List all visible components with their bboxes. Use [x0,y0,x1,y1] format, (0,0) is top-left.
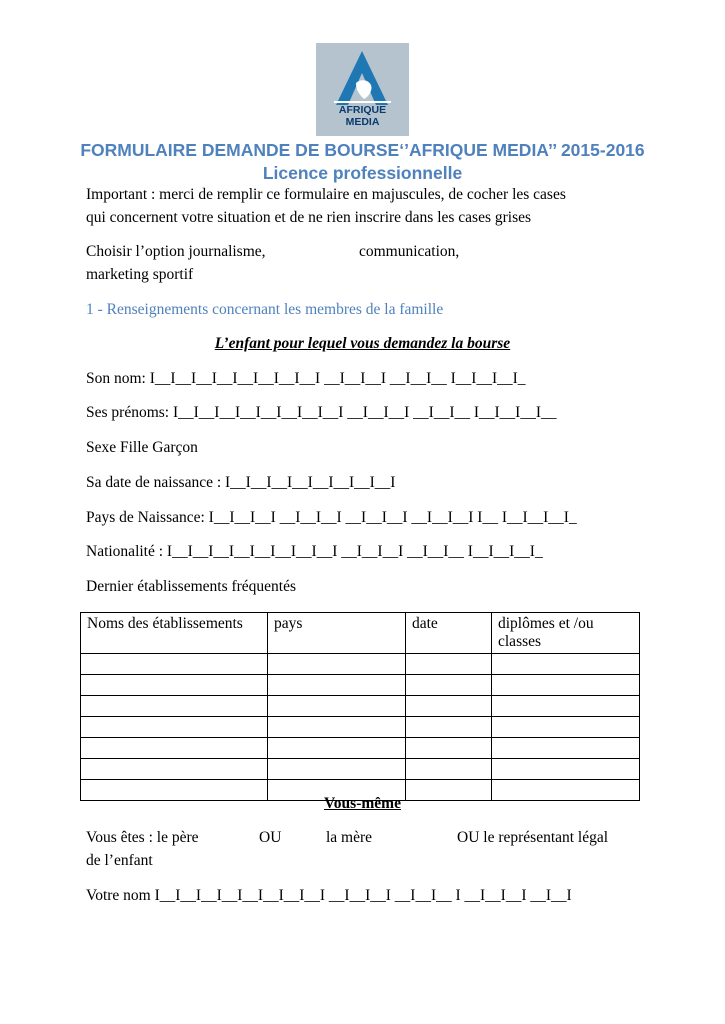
table-row[interactable] [81,696,640,717]
section-1-heading: 1 - Renseignements concernant les membres de la famille [86,301,444,318]
table-row[interactable] [81,717,640,738]
table-row[interactable] [81,759,640,780]
table-cell[interactable] [81,675,268,696]
table-cell[interactable] [492,675,640,696]
table-cell[interactable] [81,717,268,738]
field-prenoms[interactable]: Ses prénoms: I__I__I__I__I__I__I__I__I __I__I__I __I__I__ I__I__I__I__ [86,404,557,421]
table-cell[interactable] [81,759,268,780]
field-pays-naissance[interactable]: Pays de Naissance: I__I__I__I __I__I__I __I__I__I __I__I__I I__ I__I__I__I_ [86,509,577,526]
header-pays: pays [268,613,406,654]
option-representant[interactable]: OU le représentant légal [457,829,609,846]
table-cell[interactable] [81,654,268,675]
afrique-media-logo [316,43,409,136]
logo-graphic [316,43,409,136]
form-title: FORMULAIRE DEMANDE DE BOURSE‘’AFRIQUE MEDIA’’ 2015-2016 [80,140,645,160]
field-votre-nom[interactable]: Votre nom I__I__I__I__I__I__I__I__I __I__I__I __I__I__ I __I__I__I __I__I [86,887,572,904]
table-row[interactable] [81,654,640,675]
option-mere[interactable]: la mère [326,829,373,846]
form-subtitle: Licence professionnelle [262,163,463,183]
header-diplomes: diplômes et /ou classes [492,613,640,654]
vous-etes-line-2: de l’enfant [86,852,153,869]
table-cell[interactable] [81,738,268,759]
table-cell[interactable] [81,696,268,717]
schools-table [80,612,640,801]
etablissements-label: Dernier établissements fréquentés [86,578,297,595]
schools-table-header [81,613,640,654]
important-line-1: Important : merci de remplir ce formulaire en majuscules, de cocher les cases [86,186,566,203]
table-row[interactable] [81,738,640,759]
table-cell[interactable] [406,738,492,759]
child-heading: L’enfant pour lequel vous demandez la bourse [214,335,511,352]
header-noms: Noms des établissements [81,613,268,654]
table-cell[interactable] [268,717,406,738]
header-date: date [406,613,492,654]
table-cell[interactable] [492,759,640,780]
field-nationalite[interactable]: Nationalité : I__I__I__I__I__I__I__I__I __I__I__I __I__I__ I__I__I__I_ [86,543,543,560]
table-cell[interactable] [492,738,640,759]
option-communication[interactable]: communication, [359,243,460,260]
field-date-naissance[interactable]: Sa date de naissance : I__I__I__I__I__I__I__I__I [86,474,396,491]
table-cell[interactable] [268,696,406,717]
important-line-2: qui concernent votre situation et de ne rien inscrire dans les cases grises [86,209,532,226]
table-cell[interactable] [406,717,492,738]
table-cell[interactable] [268,738,406,759]
ou-label-1: OU [259,829,282,846]
option-label[interactable]: Choisir l’option journalisme, [86,243,266,260]
table-cell[interactable] [406,696,492,717]
logo-text-media: MEDIA [345,116,380,128]
table-cell[interactable] [406,675,492,696]
table-cell[interactable] [268,675,406,696]
vous-meme-heading: Vous-même [324,795,401,812]
table-cell[interactable] [268,759,406,780]
field-nom[interactable]: Son nom: I__I__I__I__I__I__I__I__I __I__I__I __I__I__ I__I__I__I_ [86,370,526,387]
field-sexe[interactable]: Sexe Fille Garçon [86,439,198,456]
table-cell[interactable] [406,759,492,780]
logo-text-afrique: AFRIQUE [338,104,387,116]
table-cell[interactable] [492,717,640,738]
option-marketing[interactable]: marketing sportif [86,266,194,283]
table-cell[interactable] [492,696,640,717]
table-cell[interactable] [492,654,640,675]
table-cell[interactable] [406,654,492,675]
vous-etes-label: Vous êtes : le père [86,829,199,846]
table-row[interactable] [81,675,640,696]
table-cell[interactable] [268,654,406,675]
